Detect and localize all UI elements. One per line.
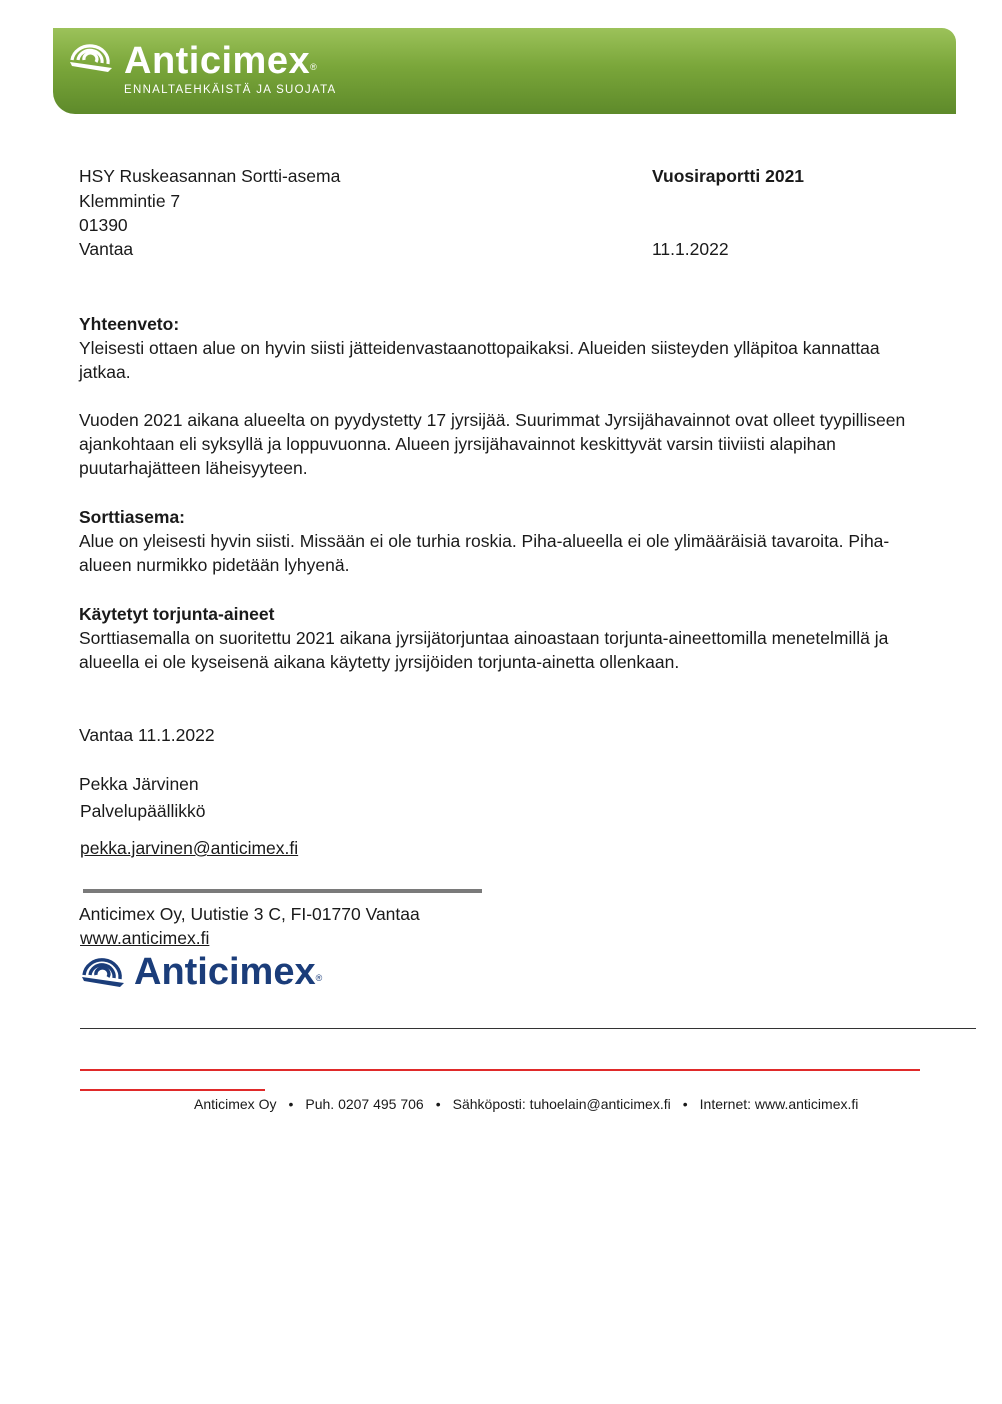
signature-title: Palvelupäällikkö	[80, 801, 206, 821]
summary-paragraph-1: Yleisesti ottaen alue on hyvin siisti jätteidenvastaanottopaikaksi. Alueiden siisteyden ylläpitoa kannattaa jatkaa.	[79, 338, 880, 382]
report-date: 11.1.2022	[652, 239, 729, 259]
bullet-separator: •	[682, 1096, 688, 1112]
recipient-street: Klemmintie 7	[79, 191, 181, 211]
station-heading: Sorttiasema:	[79, 507, 186, 527]
red-divider-long	[80, 1069, 920, 1071]
summary-paragraph-2: Vuoden 2021 aikana alueelta on pyydystetty 17 jyrsijää. Suurimmat Jyrsijähavainnot ovat olleet tyypilliseen ajankohtaan eli syksyllä ja loppuvuonna. Alueen jyrsijähavainnot keskittyvät varsin tiiviisti alapihan puutarhajätteen läheisyyteen.	[79, 410, 906, 478]
footer-brand-name: Anticimex®	[134, 951, 323, 993]
summary-heading: Yhteenveto:	[79, 314, 180, 334]
report-title: Vuosiraportti 2021	[652, 166, 805, 186]
signature-name: Pekka Järvinen	[79, 774, 199, 794]
station-paragraph: Alue on yleisesti hyvin siisti. Missään ei ole turhia roskia. Piha-alueella ei ole ylimääräisiä tavaroita. Piha-alueen nurmikko pidetään lyhyenä.	[79, 531, 890, 575]
header-slogan: ENNALTAEHKÄISTÄ JA SUOJATA	[124, 84, 337, 96]
red-divider-short	[80, 1089, 265, 1091]
contact-email: Sähköposti: tuhoelain@anticimex.fi	[452, 1096, 671, 1112]
bullet-separator: •	[435, 1096, 441, 1112]
header-brand-name: Anticimex®	[124, 40, 318, 82]
contact-internet: Internet: www.anticimex.fi	[699, 1096, 859, 1112]
footer-divider	[80, 1028, 976, 1029]
bullet-separator: •	[288, 1096, 294, 1112]
recipient-name: HSY Ruskeasannan Sortti-asema	[79, 166, 341, 186]
recipient-city: Vantaa	[79, 239, 134, 259]
anticimex-logo-icon	[68, 38, 118, 78]
company-website-link[interactable]: www.anticimex.fi	[80, 928, 210, 948]
agents-heading: Käytetyt torjunta-aineet	[79, 604, 275, 624]
anticimex-logo-icon	[80, 952, 128, 994]
company-address: Anticimex Oy, Uutistie 3 C, FI-01770 Vantaa	[79, 904, 420, 924]
recipient-postal-code: 01390	[79, 215, 128, 235]
signature-place-date: Vantaa 11.1.2022	[79, 725, 215, 745]
signature-divider	[83, 889, 482, 893]
signature-email-link[interactable]: pekka.jarvinen@anticimex.fi	[80, 838, 299, 858]
contact-bar	[194, 1094, 858, 1114]
contact-phone: Puh. 0207 495 706	[305, 1096, 424, 1112]
agents-paragraph: Sorttiasemalla on suoritettu 2021 aikana jyrsijätorjuntaa ainoastaan torjunta-aineettomilla menetelmillä ja alueella ei ole kyseisenä aikana käytetty jyrsijöiden torjunta-ainetta ollenkaan.	[79, 628, 889, 672]
contact-company: Anticimex Oy	[194, 1096, 277, 1112]
